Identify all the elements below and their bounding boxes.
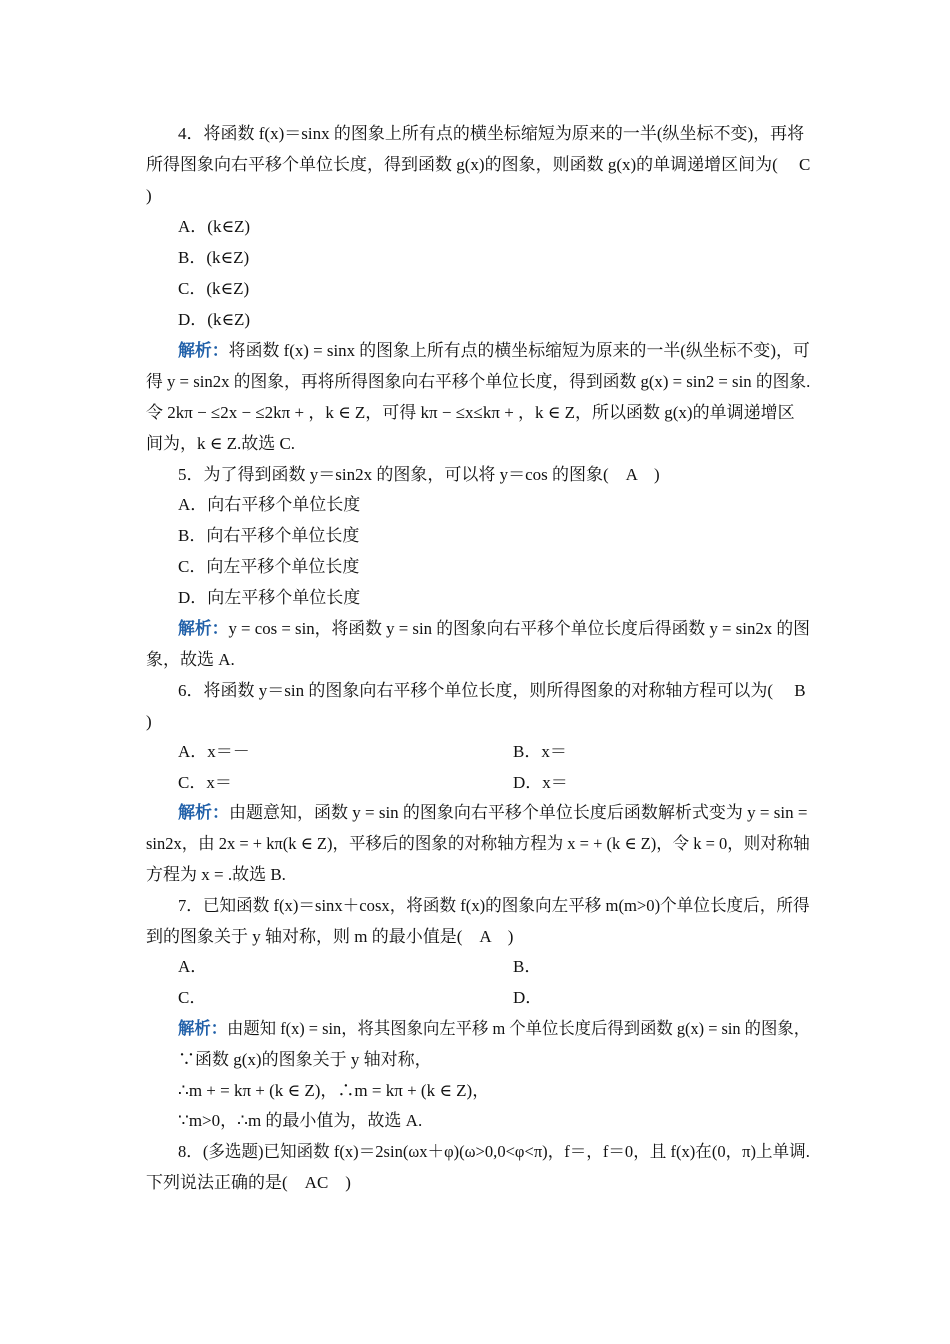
q4-stem-line-3: ) [146,186,152,205]
q7-solution-line-4: ∵m>0，∴m 的最小值为，故选 A. [178,1111,423,1130]
q6-option-d: D．x＝ [513,773,568,792]
jiexi-label: 解析： [178,1019,228,1038]
q6-solution-line-3: 方程为 x = .故选 B. [146,865,286,884]
q6-option-a: A．x＝－ [178,742,250,761]
jiexi-label: 解析： [178,803,229,822]
q4-solution-line-3: 令 2kπ − ≤2x − ≤2kπ + ，k ∈ Z，可得 kπ − ≤x≤kπ + ，k ∈ Z，所以函数 g(x)的单调递增区 [146,403,795,422]
q4-solution-text-1: 将函数 f(x) = sinx 的图象上所有点的横坐标缩短为原来的一半(纵坐标不变)，可 [228,341,810,360]
q7-option-c: C． [178,988,207,1007]
q5-solution-line-1 [178,619,810,639]
q4-stem-line-1: 4．将函数 f(x)＝sinx 的图象上所有点的横坐标缩短为原来的一半(纵坐标不变)，再将 [178,124,805,143]
q4-solution-line-1 [178,341,810,361]
q7-option-b: B． [513,957,542,976]
q8-stem-line-2: 下列说法正确的是( AC ) [146,1173,351,1192]
q6-solution-line-2: sin2x，由 2x = + kπ(k ∈ Z)，平移后的图象的对称轴方程为 x = + (k ∈ Z)，令 k = 0，则对称轴 [146,834,810,853]
q4-option-c: C．(k∈Z) [178,279,250,298]
q6-option-c: C．x＝ [178,773,232,792]
q5-option-a: A．向右平移个单位长度 [178,495,361,514]
q6-option-b: B．x＝ [513,742,567,761]
q7-solution-line-1 [178,1019,810,1039]
q5-option-c: C．向左平移个单位长度 [178,557,360,576]
q4-solution-line-4: 间为，k ∈ Z.故选 C. [146,434,296,453]
q6-stem-line-1: 6．将函数 y＝sin 的图象向右平移个单位长度，则所得图象的对称轴方程可以为( B [178,681,806,700]
q4-option-d: D．(k∈Z) [178,310,251,329]
q7-stem-line-2: 到的图象关于 y 轴对称，则 m 的最小值是( A ) [146,927,514,946]
q7-solution-line-2: ∵函数 g(x)的图象关于 y 轴对称， [178,1050,432,1069]
q8-stem-line-1: 8．(多选题)已知函数 f(x)＝2sin(ωx＋φ)(ω>0,0<φ<π)，f＝，f＝0，且 f(x)在(0，π)上单调. [178,1142,810,1161]
q4-solution-line-2: 得 y = sin2x 的图象，再将所得图象向右平移个单位长度，得到函数 g(x) = sin2 = sin 的图象. [146,372,811,391]
q5-option-b: B．向右平移个单位长度 [178,526,360,545]
q7-option-d: D． [513,988,543,1007]
q5-solution-text-1: y = cos = sin，将函数 y = sin 的图象向右平移个单位长度后得函数 y = sin2x 的图 [228,619,811,638]
q6-solution-text-1: 由题意知，函数 y = sin 的图象向右平移个单位长度后函数解析式变为 y = sin = [229,803,808,822]
q4-option-b: B．(k∈Z) [178,248,250,267]
q7-solution-text-1: 由题知 f(x) = sin，将其图象向左平移 m 个单位长度后得到函数 g(x) = sin 的图象， [227,1019,811,1038]
jiexi-label: 解析： [178,341,229,360]
q7-solution-line-3: ∴m + = kπ + (k ∈ Z)，∴m = kπ + (k ∈ Z)， [178,1081,490,1100]
q5-solution-line-2: 象，故选 A. [146,650,235,669]
q7-option-a: A． [178,957,208,976]
q7-stem-line-1: 7．已知函数 f(x)＝sinx＋cosx，将函数 f(x)的图象向左平移 m(m>0)个单位长度后，所得 [178,896,810,915]
q4-stem-line-2: 所得图象向右平移个单位长度，得到函数 g(x)的图象，则函数 g(x)的单调递增区间为( C [146,155,811,174]
q4-option-a: A．(k∈Z) [178,217,251,236]
q6-stem-line-2: ) [146,712,152,731]
q6-solution-line-1 [178,803,807,823]
jiexi-label: 解析： [178,619,229,638]
q5-stem-line-1: 5．为了得到函数 y＝sin2x 的图象，可以将 y＝cos 的图象( A ) [178,465,660,484]
q5-option-d: D．向左平移个单位长度 [178,588,361,607]
